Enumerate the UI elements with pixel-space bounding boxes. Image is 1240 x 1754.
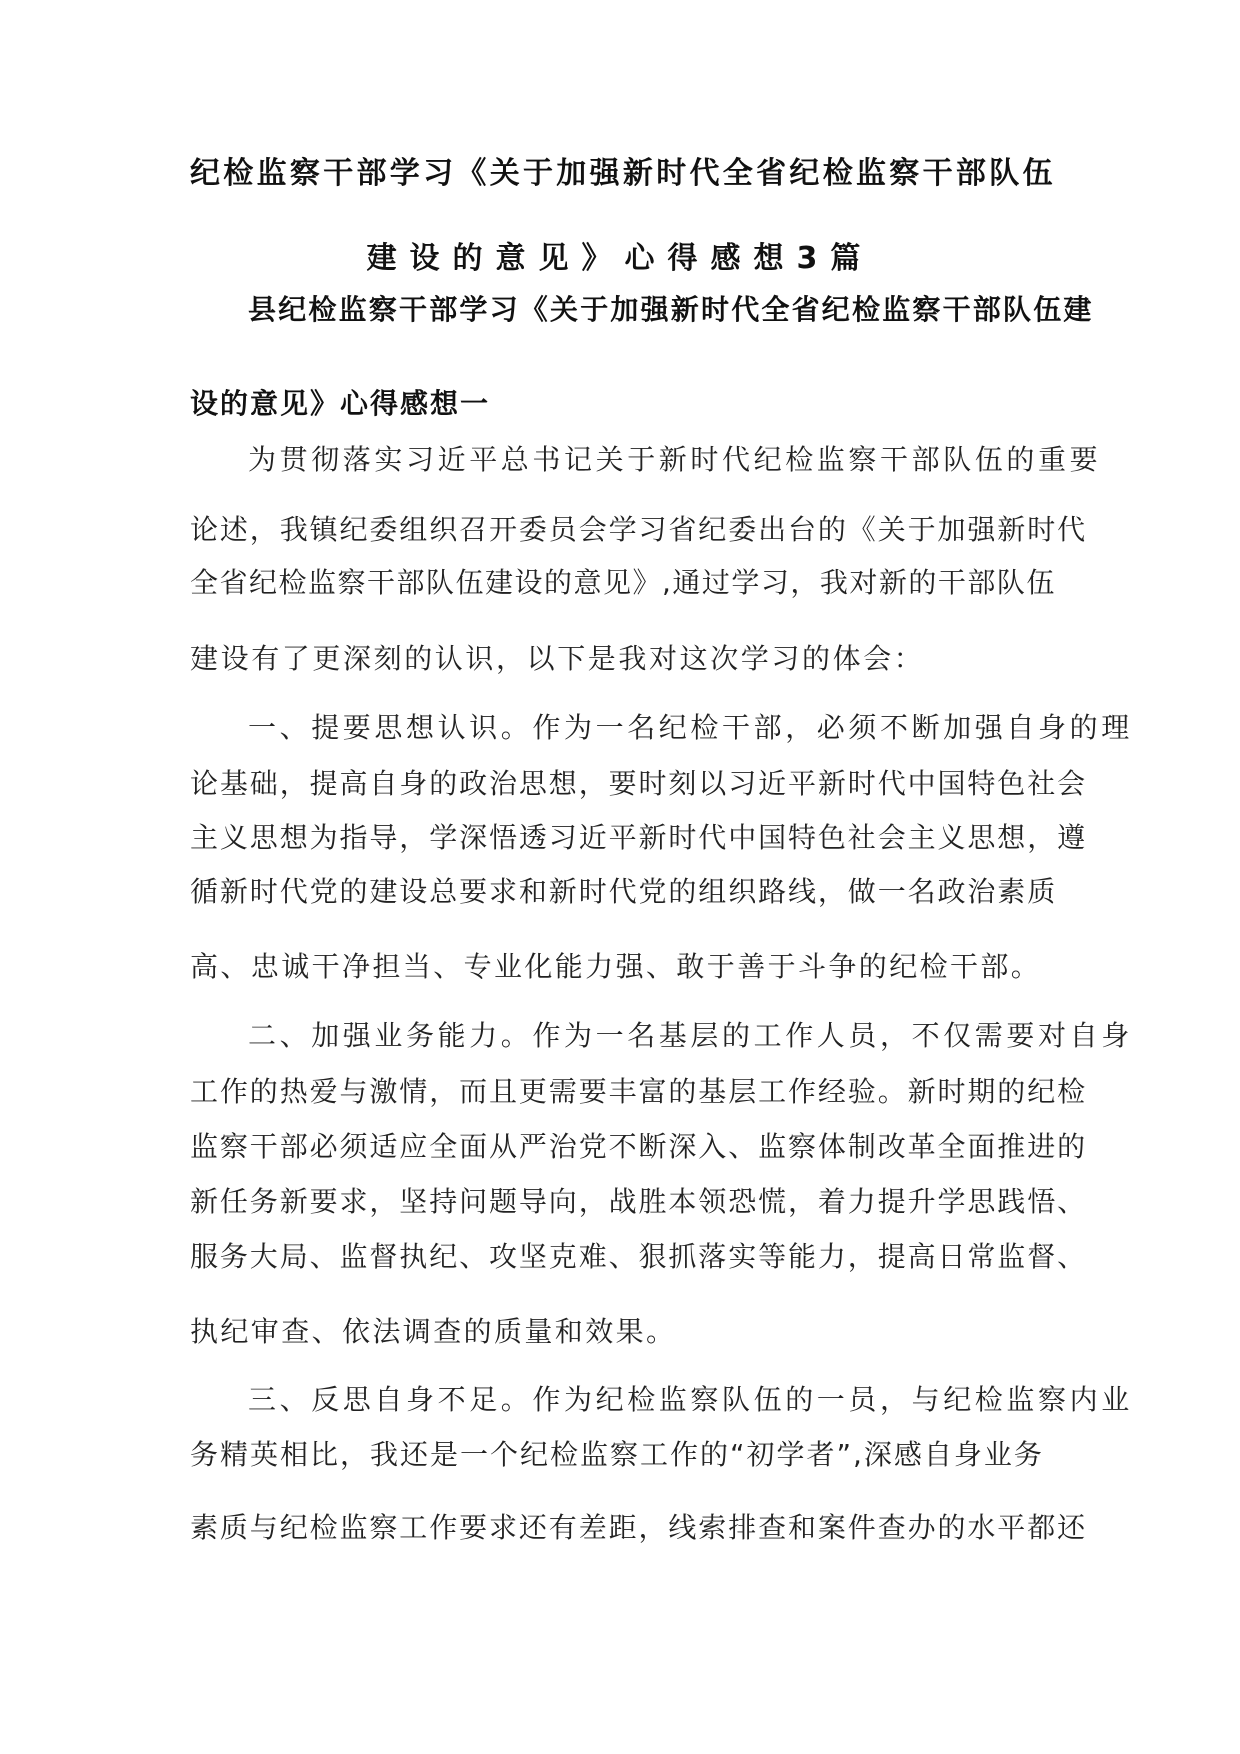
- body-line: 高、忠诚干净担当、专业化能力强、敢于善于斗争的纪检干部。: [190, 950, 1042, 983]
- body-line: 执纪审查、依法调查的质量和效果。: [190, 1315, 677, 1348]
- body-line: 建设有了更深刻的认识，以下是我对这次学习的体会：: [190, 642, 925, 675]
- body-line: 论述，我镇纪委组织召开委员会学习省纪委出台的《关于加强新时代: [190, 513, 1088, 546]
- body-line: 工作的热爱与激情，而且更需要丰富的基层工作经验。新时期的纪检: [190, 1075, 1088, 1108]
- body-line: 素质与纪检监察工作要求还有差距，线索排查和案件查办的水平都还: [190, 1511, 1088, 1544]
- body-line: 论基础，提高自身的政治思想，要时刻以习近平新时代中国特色社会: [190, 767, 1088, 800]
- body-line: 新任务新要求，坚持问题导向，战胜本领恐慌，着力提升学思践悟、: [190, 1185, 1088, 1218]
- body-line: 全省纪检监察干部队伍建设的意见》,通过学习，我对新的干部队伍: [190, 566, 1056, 599]
- section-heading-line-2: 设的意见》心得感想一: [190, 387, 491, 420]
- body-line: 监察干部必须适应全面从严治党不断深入、监察体制改革全面推进的: [190, 1130, 1088, 1163]
- section-heading-line-1: 县纪检监察干部学习《关于加强新时代全省纪检监察干部队伍建: [248, 293, 1094, 326]
- body-line: 二、加强业务能力。作为一名基层的工作人员，不仅需要对自身: [248, 1019, 1133, 1052]
- body-line: 主义思想为指导，学深悟透习近平新时代中国特色社会主义思想，遵: [190, 821, 1088, 854]
- body-line: 务精英相比，我还是一个纪检监察工作的“初学者”,深感自身业务: [190, 1438, 1044, 1471]
- body-line: 服务大局、监督执纪、攻坚克难、狠抓落实等能力，提高日常监督、: [190, 1240, 1088, 1273]
- body-line: 一、提要思想认识。作为一名纪检干部，必须不断加强自身的理: [248, 711, 1133, 744]
- body-line: 循新时代党的建设总要求和新时代党的组织路线，做一名政治素质: [190, 875, 1058, 908]
- document-title-line-1: 纪检监察干部学习《关于加强新时代全省纪检监察干部队伍: [190, 156, 1056, 191]
- body-line: 三、反思自身不足。作为纪检监察队伍的一员，与纪检监察内业: [248, 1383, 1133, 1416]
- document-title-line-2: 建设的意见》心得感想3篇: [366, 241, 874, 276]
- body-line: 为贯彻落实习近平总书记关于新时代纪检监察干部队伍的重要: [248, 443, 1102, 476]
